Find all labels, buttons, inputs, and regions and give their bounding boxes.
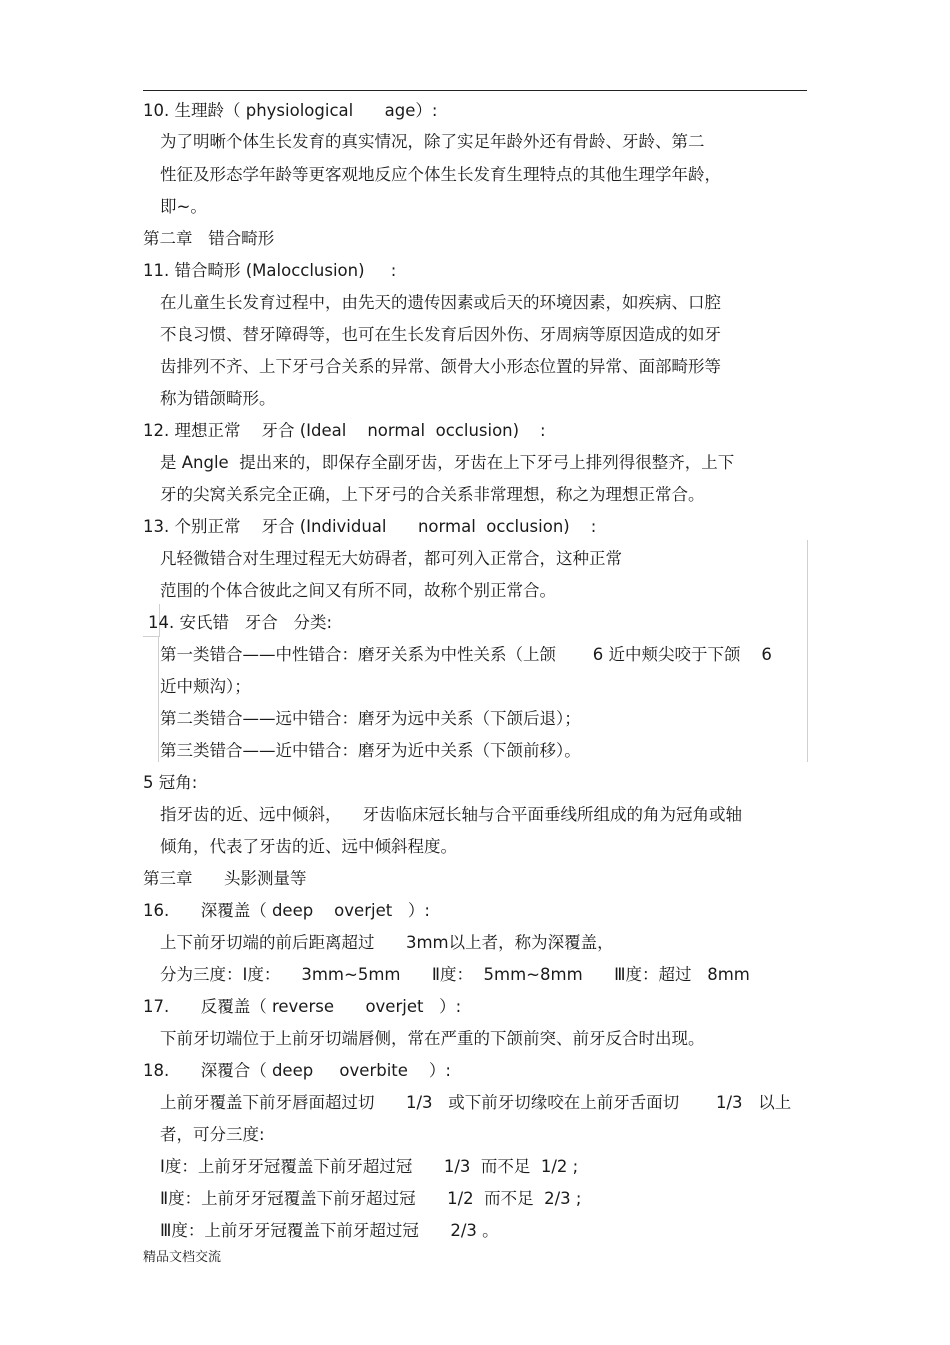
definition-line: 者，可分三度: [160,1125,265,1144]
definition-line: 第二类错合——远中错合：磨牙为远中关系（下颌后退）； [160,709,581,728]
chapter-heading: 第二章 错合畸形 [143,229,275,248]
definition-line: 指牙齿的近、远中倾斜， 牙齿临床冠长轴与合平面垂线所组成的角为冠角或轴 [160,805,742,824]
term-heading: 18. 深覆合（ deep overbite ）: [143,1061,451,1080]
definition-line: 是 Angle 提出来的，即保存全副牙齿，牙齿在上下牙弓上排列得很整齐，上下 [160,453,735,472]
definition-line: 牙的尖窝关系完全正确，上下牙弓的合关系非常理想，称之为理想正常合。 [160,485,705,504]
definition-line: 为了明晰个体生长发育的真实情况，除了实足年龄外还有骨龄、牙龄、第二 [160,132,705,151]
page-footer: 精品文档交流 [143,1250,222,1265]
term-heading: 11. 错合畸形 (Malocclusion) : [143,261,397,280]
definition-line: 范围的个体合彼此之间又有所不同，故称个别正常合。 [160,581,556,600]
definition-line: 不良习惯、替牙障碍等，也可在生长发育后因外伤、牙周病等原因造成的如牙 [160,325,721,344]
term-heading: 5 冠角: [143,773,198,792]
term-heading: 14. 安氏错 牙合 分类: [148,613,333,632]
term-heading: 10. 生理龄（ physiological age）: [143,101,438,120]
definition-line: Ⅱ度：上前牙牙冠覆盖下前牙超过冠 1/2 而不足 2/3 ; [160,1189,582,1208]
definition-line: 分为三度：Ⅰ度： 3mm~5mm Ⅱ度： 5mm~8mm Ⅲ度：超过 8mm [160,965,750,984]
definition-line: 性征及形态学年龄等更客观地反应个体生长发育生理特点的其他生理学年龄， [160,165,721,184]
chapter-heading: 第三章 头影测量等 [143,869,307,888]
definition-line: 倾角，代表了牙齿的近、远中倾斜程度。 [160,837,457,856]
definition-line: Ⅰ度：上前牙牙冠覆盖下前牙超过冠 1/3 而不足 1/2 ; [160,1157,579,1176]
definition-line: 第一类错合——中性错合：磨牙关系为中性关系（上颌 6 近中颊尖咬于下颌 6 [160,645,772,664]
definition-line: Ⅲ度：上前牙牙冠覆盖下前牙超过冠 2/3 。 [160,1221,499,1240]
definition-line: 近中颊沟）； [160,677,251,696]
definition-line: 齿排列不齐、上下牙弓合关系的异常、颌骨大小形态位置的异常、面部畸形等 [160,357,721,376]
definition-line: 下前牙切端位于上前牙切端唇侧，常在严重的下颌前突、前牙反合时出现。 [160,1029,705,1048]
term-heading: 13. 个别正常 牙合 (Individual normal occlusion) : [143,517,597,536]
header-rule [143,90,807,91]
definition-line: 上下前牙切端的前后距离超过 3mm以上者，称为深覆盖， [160,933,614,952]
term-heading: 16. 深覆盖（ deep overjet ）: [143,901,430,920]
definition-line: 凡轻微错合对生理过程无大妨碍者，都可列入正常合，这种正常 [160,549,622,568]
definition-line: 第三类错合——近中错合：磨牙为近中关系（下颌前移）。 [160,741,581,760]
section-frame-left [158,636,159,762]
term-heading: 12. 理想正常 牙合 (Ideal normal occlusion) : [143,421,546,440]
definition-line: 称为错颌畸形。 [160,389,276,408]
definition-line: 即~。 [160,197,207,216]
definition-line: 在儿童生长发育过程中，由先天的遗传因素或后天的环境因素，如疾病、口腔 [160,293,721,312]
definition-line: 上前牙覆盖下前牙唇面超过切 1/3 或下前牙切缘咬在上前牙舌面切 1/3 以上 [160,1093,792,1112]
term-heading: 17. 反覆盖（ reverse overjet ）: [143,997,462,1016]
